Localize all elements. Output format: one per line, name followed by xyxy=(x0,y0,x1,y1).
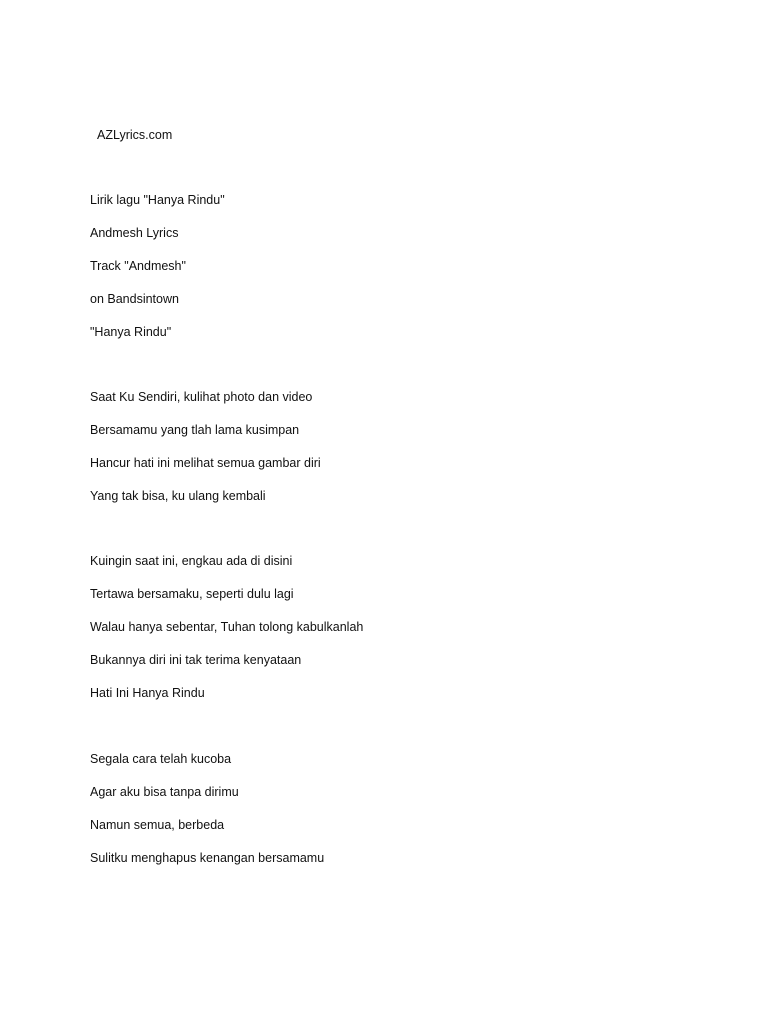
song-name-line: "Hanya Rindu" xyxy=(90,325,172,339)
lyric-line: Sulitku menghapus kenangan bersamamu xyxy=(90,851,325,865)
bandsintown-line: on Bandsintown xyxy=(90,292,179,306)
lyric-line: Bukannya diri ini tak terima kenyataan xyxy=(90,653,302,667)
lyric-line: Segala cara telah kucoba xyxy=(90,752,232,766)
lyric-line: Yang tak bisa, ku ulang kembali xyxy=(90,489,266,503)
artist-line: Andmesh Lyrics xyxy=(90,226,179,240)
lyric-line: Saat Ku Sendiri, kulihat photo dan video xyxy=(90,390,313,404)
lyric-line: Tertawa bersamaku, seperti dulu lagi xyxy=(90,587,294,601)
lyric-line: Bersamamu yang tlah lama kusimpan xyxy=(90,423,300,437)
track-line: Track "Andmesh" xyxy=(90,259,186,273)
lyric-line: Kuingin saat ini, engkau ada di disini xyxy=(90,554,293,568)
site-name: AZLyrics.com xyxy=(97,128,173,142)
lyric-line: Namun semua, berbeda xyxy=(90,818,225,832)
lyric-line: Hancur hati ini melihat semua gambar diri xyxy=(90,456,321,470)
lyric-line: Agar aku bisa tanpa dirimu xyxy=(90,785,239,799)
lyric-line: Hati Ini Hanya Rindu xyxy=(90,686,205,700)
song-title-line: Lirik lagu "Hanya Rindu" xyxy=(90,193,225,207)
lyric-line: Walau hanya sebentar, Tuhan tolong kabulkanlah xyxy=(90,620,364,634)
